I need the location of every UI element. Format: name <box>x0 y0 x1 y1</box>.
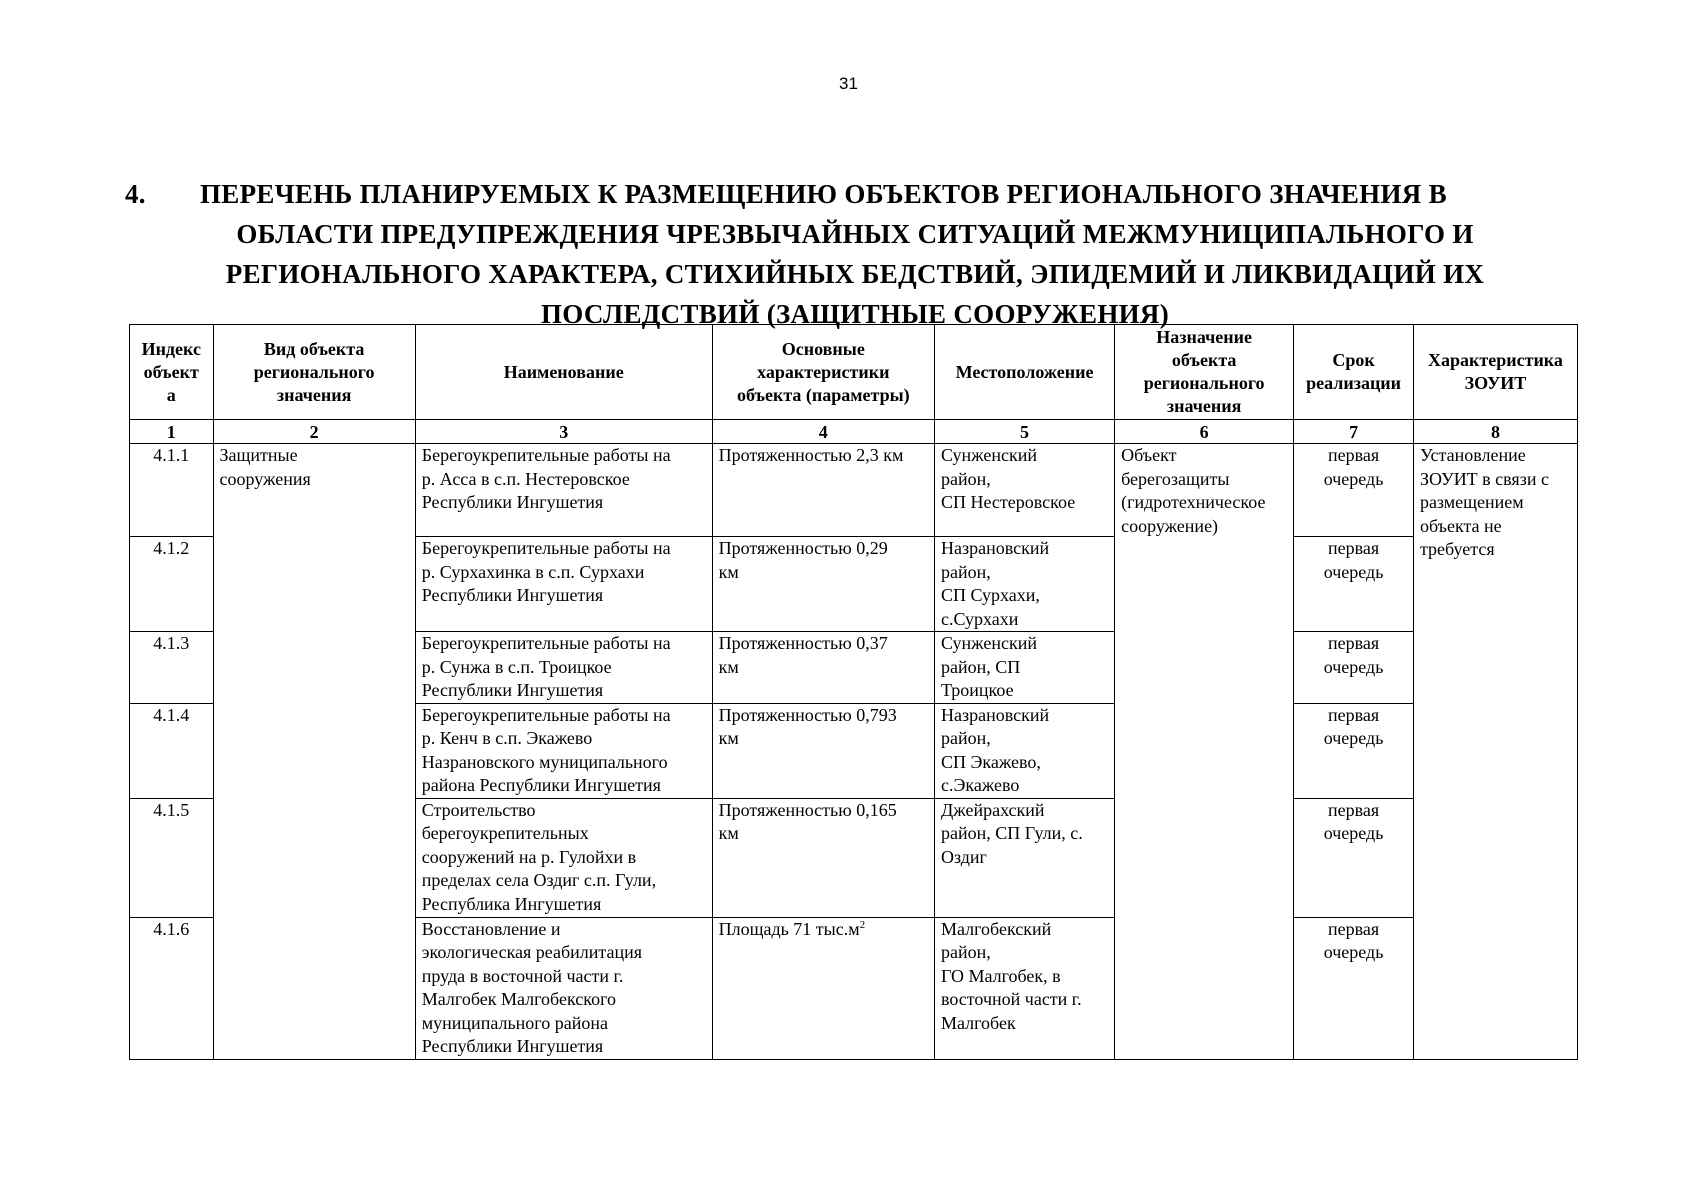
cell-index: 4.1.3 <box>130 632 214 704</box>
cell-name: Берегоукрепительные работы на р. Асса в с.п. Нестеровское Республики Ингушетия <box>415 444 712 537</box>
cell-params: Протяженностью 0,37 км <box>712 632 934 704</box>
column-number: 4 <box>712 420 934 444</box>
cell-term: первая очередь <box>1294 537 1414 632</box>
cell-name: Берегоукрепительные работы на р. Сунжа в с.п. Троицкое Республики Ингушетия <box>415 632 712 704</box>
header-location: Местоположение <box>934 325 1114 420</box>
heading-number: 4. <box>125 179 146 209</box>
header-term: Срок реализации <box>1294 325 1414 420</box>
cell-location: Назрановский район, СП Сурхахи, с.Сурхахи <box>934 537 1114 632</box>
section-heading <box>125 174 1585 334</box>
header-object-type: Вид объекта регионального значения <box>213 325 415 420</box>
cell-object-type: Защитные сооружения <box>213 444 415 1060</box>
cell-term: первая очередь <box>1294 917 1414 1059</box>
cell-index: 4.1.4 <box>130 703 214 798</box>
cell-location: Джейрахский район, СП Гули, с. Оздиг <box>934 798 1114 917</box>
header-index: Индекс объект а <box>130 325 214 420</box>
objects-table <box>129 324 1578 1060</box>
cell-location: Малгобекский район, ГО Малгобек, в восточной части г. Малгобек <box>934 917 1114 1059</box>
table-row <box>130 444 1578 537</box>
page-number: 31 <box>839 74 858 93</box>
column-number: 7 <box>1294 420 1414 444</box>
cell-params: Протяженностью 0,793 км <box>712 703 934 798</box>
cell-params: Протяженностью 2,3 км <box>712 444 934 537</box>
cell-index: 4.1.6 <box>130 917 214 1059</box>
cell-params: Протяженностью 0,165 км <box>712 798 934 917</box>
cell-term: первая очередь <box>1294 798 1414 917</box>
cell-location: Сунженский район, СП Троицкое <box>934 632 1114 704</box>
cell-name: Берегоукрепительные работы на р. Сурхахинка в с.п. Сурхахи Республики Ингушетия <box>415 537 712 632</box>
cell-location: Назрановский район, СП Экажево, с.Экажево <box>934 703 1114 798</box>
heading-line-4: ПОСЛЕДСТВИЙ (ЗАЩИТНЫЕ СООРУЖЕНИЯ) <box>540 299 1170 329</box>
heading-line-1: 4. ПЕРЕЧЕНЬ ПЛАНИРУЕМЫХ К РАЗМЕЩЕНИЮ ОБЪЕКТОВ РЕГИОНАЛЬНОГО ЗНАЧЕНИЯ В <box>125 174 1585 214</box>
header-purpose: Назначение объекта регионального значения <box>1115 325 1294 420</box>
column-number: 3 <box>415 420 712 444</box>
cell-term: первая очередь <box>1294 444 1414 537</box>
table-header-row <box>130 325 1578 420</box>
cell-zouit: Установление ЗОУИТ в связи с размещением объекта не требуется <box>1413 444 1577 1060</box>
column-number: 8 <box>1413 420 1577 444</box>
column-numbers-row <box>130 420 1578 444</box>
superscript-square: 2 <box>859 918 866 931</box>
cell-term: первая очередь <box>1294 632 1414 704</box>
cell-purpose: Объект берегозащиты (гидротехническое сооружение) <box>1115 444 1294 1060</box>
cell-term: первая очередь <box>1294 703 1414 798</box>
cell-params: Протяженностью 0,29 км <box>712 537 934 632</box>
header-name: Наименование <box>415 325 712 420</box>
cell-location: Сунженский район, СП Нестеровское <box>934 444 1114 537</box>
column-number: 5 <box>934 420 1114 444</box>
cell-name: Берегоукрепительные работы на р. Кенч в с.п. Экажево Назрановского муниципального района Республики Ингушетия <box>415 703 712 798</box>
cell-name: Строительство берегоукрепительных сооружений на р. Гулойхи в пределах села Оздиг с.п. Гули, Республика Ингушетия <box>415 798 712 917</box>
column-number: 2 <box>213 420 415 444</box>
column-number: 1 <box>130 420 214 444</box>
heading-line-3: РЕГИОНАЛЬНОГО ХАРАКТЕРА, СТИХИЙНЫХ БЕДСТВИЙ, ЭПИДЕМИЙ И ЛИКВИДАЦИЙ ИХ <box>225 259 1485 289</box>
cell-params: Площадь 71 $тыс.м^2$ <box>712 917 934 1059</box>
cell-index: 4.1.2 <box>130 537 214 632</box>
cell-index: 4.1.5 <box>130 798 214 917</box>
header-zouit: Характеристика ЗОУИТ <box>1413 325 1577 420</box>
cell-index: 4.1.1 <box>130 444 214 537</box>
header-params: Основные характеристики объекта (параметры) <box>712 325 934 420</box>
heading-line-2: ОБЛАСТИ ПРЕДУПРЕЖДЕНИЯ ЧРЕЗВЫЧАЙНЫХ СИТУАЦИЙ МЕЖМУНИЦИПАЛЬНОГО И <box>236 219 1474 249</box>
column-number: 6 <box>1115 420 1294 444</box>
cell-name: Восстановление и экологическая реабилитация пруда в восточной части г. Малгобек Малгобекского муниципального района Республики Ингушетия <box>415 917 712 1059</box>
